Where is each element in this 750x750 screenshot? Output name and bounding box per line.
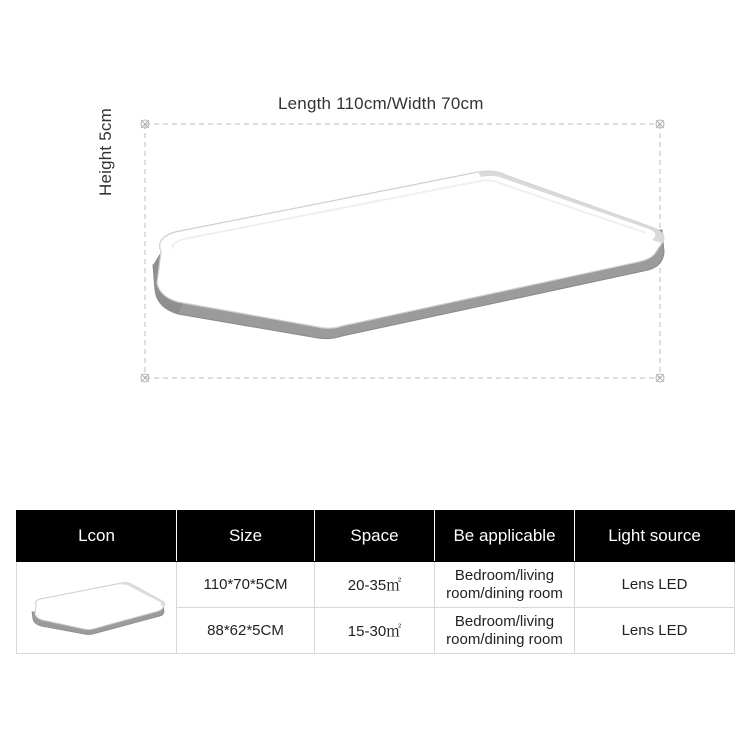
- height-dimension-label: Height 5cm: [96, 108, 115, 196]
- row-1-applicable-line1: Bedroom/living: [454, 566, 555, 584]
- row-2-space-value: 15-30: [347, 623, 387, 640]
- row-1-size: 110*70*5CM: [177, 562, 315, 608]
- table-header-applicable: Be applicable: [435, 511, 575, 562]
- row-2-space: [315, 608, 435, 654]
- row-2-applicable: [435, 608, 575, 654]
- table-header-light-source: Light source: [575, 511, 735, 562]
- row-1-light-source: Lens LED: [575, 562, 735, 608]
- row-1-space-unit: ㎡: [386, 577, 402, 594]
- specification-table: [16, 510, 735, 654]
- row-2-space-unit: ㎡: [386, 623, 402, 640]
- table-header-space: Space: [315, 511, 435, 562]
- row-2-size: 88*62*5CM: [177, 608, 315, 654]
- table-row: [17, 562, 735, 608]
- row-1-space-value: 20-35: [347, 577, 387, 594]
- row-2-applicable-line1: Bedroom/living: [454, 612, 555, 630]
- ceiling-lamp-illustration: [153, 171, 664, 339]
- corner-marker-bottom-right: [656, 374, 664, 382]
- ceiling-lamp-icon: [22, 572, 172, 644]
- row-1-applicable: [435, 562, 575, 608]
- lamp-thumbnail-cell: [17, 562, 177, 654]
- row-2-light-source: Lens LED: [575, 608, 735, 654]
- row-2-applicable-line2: room/dining room: [446, 630, 563, 648]
- table-header-row: [17, 511, 735, 562]
- row-1-space: [315, 562, 435, 608]
- row-1-applicable-line2: room/dining room: [446, 584, 563, 602]
- table-header-size: Size: [177, 511, 315, 562]
- length-dimension-label: Length 110cm/Width 70cm: [278, 94, 484, 113]
- table-header-icon: Lcon: [17, 511, 177, 562]
